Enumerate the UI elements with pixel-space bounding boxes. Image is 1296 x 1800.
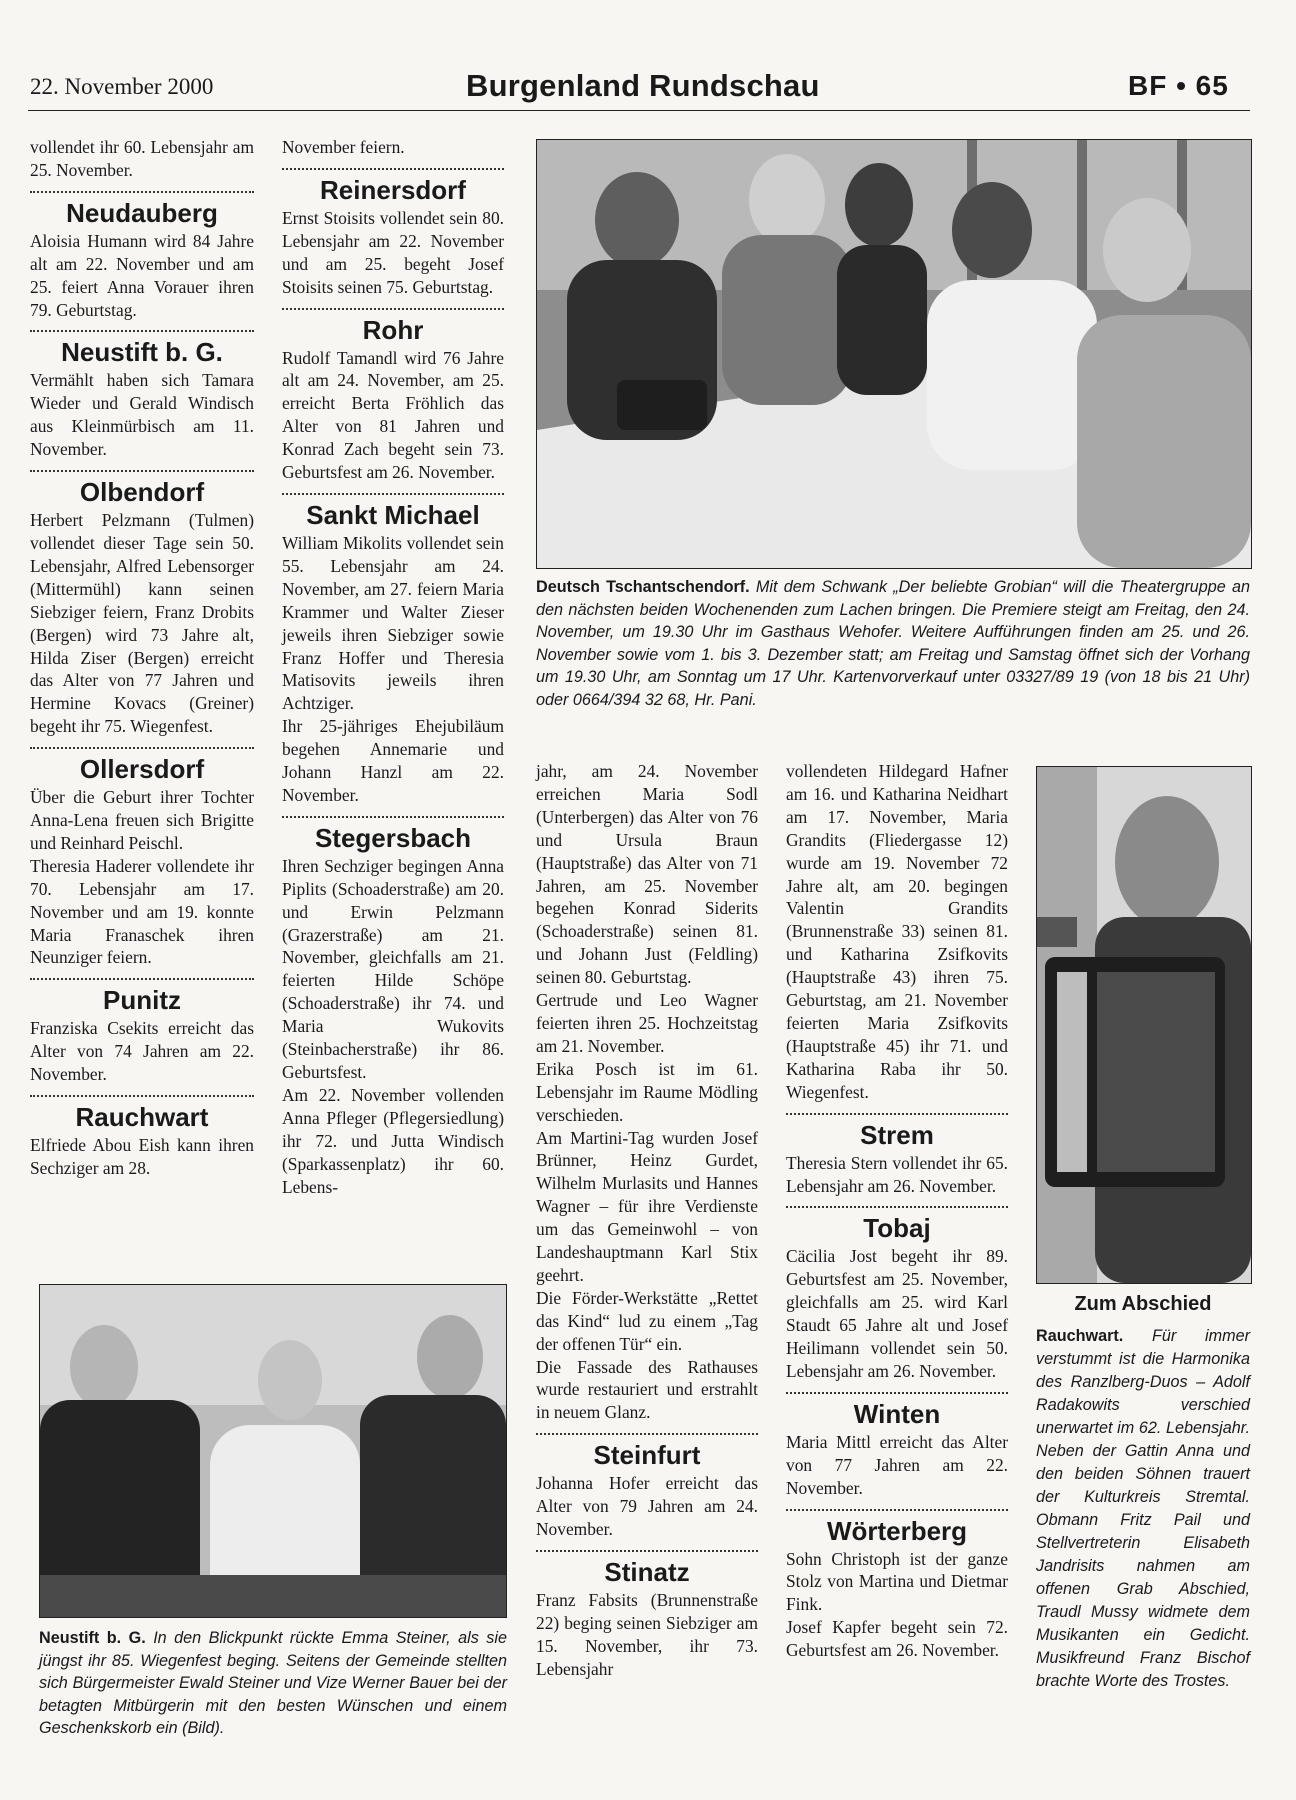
article-text: Ihr 25-jähriges Ehejubiläum begehen Annemarie und Johann Hanzl am 22. November.: [282, 716, 504, 805]
article-text: jahr, am 24. November erreichen Maria Sodl (Unterbergen) das Alter von 76 und Ursula Braun (Hauptstraße) das Alter von 71 Jahren, am 25. November begehen Konrad Siderits (Schoaderstraße) seinen 81. und Johann Just (Feldling) seinen 80. Geburtstag.: [536, 761, 758, 988]
section-heading: Neustift b. G.: [61, 337, 223, 368]
article-text: Johanna Hofer erreicht das Alter von 79 Jahren am 24. November.: [536, 1473, 758, 1540]
theatre-group-photo: [536, 139, 1252, 569]
article-text: Über die Geburt ihrer Tochter Anna-Lena freuen sich Brigitte und Reinhard Peischl.: [30, 787, 254, 853]
section-heading: Wörterberg: [826, 1515, 968, 1546]
section-heading: Ollersdorf: [79, 754, 205, 785]
dotted-divider: [786, 1509, 1008, 1511]
dotted-divider: [536, 1433, 758, 1435]
birthday-group-photo: [39, 1284, 507, 1618]
issue-date: 22. November 2000: [30, 74, 214, 99]
newspaper-title: Burgenland Rundschau: [466, 68, 820, 103]
article-text: Franz Fabsits (Brunnenstraße 22) beging seinen Siebziger am 15. November, ihr 73. Lebensjahr: [536, 1590, 758, 1679]
article-text: Elfriede Abou Eish kann ihren Sechziger am 28.: [30, 1135, 254, 1178]
article-text: Aloisia Humann wird 84 Jahre alt am 22. November und am 25. feiert Anna Vorauer ihren 79. Geburtstag.: [30, 230, 254, 320]
article-text: Ernst Stoisits vollendet sein 80. Lebensjahr am 22. November und am 25. begeht Josef Stoisits seinen 75. Geburtstag.: [282, 207, 504, 297]
dotted-divider: [786, 1113, 1008, 1115]
article-text: Die Förder-Werkstätte „Rettet das Kind“ lud zu einem „Tag der offenen Tür“ ein.: [536, 1287, 758, 1354]
caption-text: Mit dem Schwank „Der beliebte Grobian“ will die Theatergruppe an den nächsten beiden Wochenenden zum Lachen bringen. Die Premiere steigt am Freitag, den 24. November, um 19.30 Uhr im Gasthaus Wehofer. Weitere Aufführungen finden am 25. und 26. November sowie vom 1. bis 3. Dezember statt; am Freitag und Samstag öffnet sich der Vorhang um 19.30 Uhr, am Sonntag um 17 Uhr. Kartenvorverkauf unter 03327/89 19 (von 18 bis 21 Uhr) oder 0664/394 32 68, Hr. Pani.: [536, 578, 1250, 709]
article-text: Theresia Stern vollendet ihr 65. Lebensjahr am 26. November.: [786, 1152, 1008, 1196]
column-2: [282, 136, 504, 1198]
photo-caption-theatre: [536, 576, 1250, 712]
article-text: Gertrude und Leo Wagner feierten ihren 25. Hochzeitstag am 21. November.: [536, 990, 758, 1056]
article-text: Maria Mittl erreicht das Alter von 77 Jahren am 22. November.: [786, 1431, 1008, 1498]
section-heading: Stinatz: [604, 1557, 690, 1587]
dotted-divider: [786, 1206, 1008, 1208]
section-heading: Winten: [853, 1398, 941, 1429]
article-text: Cäcilia Jost begeht ihr 89. Geburtsfest am 25. November, gleichfalls am 25. wird Karl Staudt 65 Jahre alt und Josef Heilimann vollendet sein 50. Lebensjahr am 26. November.: [786, 1246, 1008, 1381]
accordion-player-photo: [1036, 766, 1252, 1284]
article-text: Am 22. November vollenden Anna Pfleger (Pflegersiedlung) ihr 72. und Jutta Windisch (Sparkassenplatz) ihr 60. Lebens-: [282, 1084, 504, 1197]
dotted-divider: [282, 816, 504, 818]
caption-place: Neustift b. G.: [39, 1629, 146, 1647]
article-text: November feiern.: [282, 137, 405, 157]
section-heading: Olbendorf: [79, 477, 205, 508]
section-heading: Steinfurt: [593, 1440, 701, 1471]
section-heading: Sankt Michael: [306, 499, 480, 530]
article-text: Erika Posch ist im 61. Lebensjahr im Raume Mödling verschieden.: [536, 1058, 758, 1125]
dotted-divider: [30, 470, 254, 472]
dotted-divider: [282, 493, 504, 495]
dotted-divider: [786, 1392, 1008, 1394]
section-heading: Stegersbach: [314, 822, 472, 853]
column-1: [30, 136, 254, 1180]
photo-caption-farewell: [1036, 1325, 1250, 1693]
header-divider: [28, 110, 1250, 111]
article-text: Am Martini-Tag wurden Josef Brünner, Heinz Gurdet, Wilhelm Murlasits und Hannes Wagner – für ihre Verdienste um das Gemeinwohl – von Landeshauptmann Karl Stix geehrt.: [536, 1127, 758, 1285]
article-text: vollendet ihr 60. Lebensjahr am 25. November.: [30, 137, 254, 180]
dotted-divider: [30, 1095, 254, 1097]
column-3: [536, 760, 758, 1681]
section-heading: Neudauberg: [66, 197, 218, 228]
section-heading: Tobaj: [863, 1213, 931, 1244]
caption-text: Für immer verstummt ist die Harmonika des Ranzlberg-Duos – Adolf Radakowits verschied unerwartet im 62. Lebensjahr. Neben der Gattin Anna und den beiden Söhnen trauert der Kulturkreis Stremtal. Obmann Fritz Pail und Stellvertreterin Elisabeth Jandrisits nahmen am offenen Grab Abschied, Traudl Mussy widmete dem Musikanten ein Gedicht. Musikfreund Franz Bischof brachte Worte des Trostes.: [1036, 1327, 1250, 1690]
caption-place: Rauchwart.: [1036, 1327, 1124, 1345]
dotted-divider: [30, 191, 254, 193]
section-heading: Rauchwart: [75, 1102, 209, 1133]
page-number: BF • 65: [1128, 70, 1229, 101]
photo-caption-birthday: [39, 1627, 507, 1740]
article-text: Sohn Christoph ist der ganze Stolz von Martina und Dietmar Fink.: [786, 1548, 1008, 1615]
column-4: [786, 760, 1008, 1662]
dotted-divider: [536, 1550, 758, 1552]
caption-text: In den Blickpunkt rückte Emma Steiner, als sie jüngst ihr 85. Wiegenfest beging. Seitens der Gemeinde stellten sich Bürgermeister Ewald Steiner und Vize Werner Bauer bei der betagten Mitbürgerin mit den besten Wünschen und einem Geschenkskorb ein (Bild).: [39, 1629, 507, 1738]
dotted-divider: [282, 168, 504, 170]
dotted-divider: [30, 978, 254, 980]
article-text: William Mikolits vollendet sein 55. Lebensjahr am 24. November, am 27. feiern Maria Krammer und Walter Zieser jeweils ihren Siebziger sowie Franz Hoffer und Theresia Matisovits jeweils ihren Achtziger.: [282, 532, 504, 714]
article-text: Vermählt haben sich Tamara Wieder und Gerald Windisch aus Kleinmürbisch am 11. November.: [30, 370, 254, 460]
section-heading: Rohr: [362, 314, 424, 345]
article-text: Theresia Haderer vollendete ihr 70. Lebensjahr am 17. November und am 19. konnte Maria Franaschek ihren Neunziger feiern.: [30, 855, 254, 968]
article-text: Rudolf Tamandl wird 76 Jahre alt am 24. November, am 25. erreicht Berta Fröhlich das Alter von 81 Jahren und Konrad Zach begeht sein 73. Geburtsfest am 26. November.: [282, 347, 504, 483]
article-text: vollendeten Hildegard Hafner am 16. und Katharina Neidhart am 17. November, Maria Grandits (Fliedergasse 12) wurde am 19. November 72 Jahre alt, am 20. begingen Valentin Grandits (Brunnenstraße 33) seinen 81. und Katharina Zsifkovits (Hauptstraße 43) ihren 75. Geburtstag, am 21. November feierten Maria Zsifkovits (Hauptstraße 45) ihr 71. und Katharina Raba ihr 50. Wiegenfest.: [786, 761, 1008, 1102]
article-text: Herbert Pelzmann (Tulmen) vollendet dieser Tage sein 50. Lebensjahr, Alfred Lebensorger (Mittermühl) kann seinen Siebziger feiern, Franz Drobits (Bergen) wird 73 Jahre alt, Hilda Ziser (Bergen) erreicht das Alter von 77 Jahren und Hermine Kovacs (Greiner) begeht ihr 75. Wiegenfest.: [30, 510, 254, 737]
dotted-divider: [30, 330, 254, 332]
article-text: Ihren Sechziger begingen Anna Piplits (Schoaderstraße) am 20. und Erwin Pelzmann (Grazerstraße) am 21. November, gleichfalls am 21. feierten Hilde Schöpe (Schoaderstraße) ihr 74. und Maria Wukovits (Steinbacherstraße) ihr 86. Geburtsfest.: [282, 855, 504, 1082]
dotted-divider: [282, 308, 504, 310]
section-heading: Punitz: [103, 985, 181, 1016]
dotted-divider: [30, 747, 254, 749]
article-text: Franziska Csekits erreicht das Alter von 74 Jahren am 22. November.: [30, 1018, 254, 1085]
article-text: Die Fassade des Rathauses wurde restauriert und erstrahlt in neuem Glanz.: [536, 1356, 758, 1423]
article-text: Josef Kapfer begeht sein 72. Geburtsfest am 26. November.: [786, 1617, 1008, 1661]
section-heading: Strem: [860, 1119, 934, 1150]
caption-place: Deutsch Tschantschendorf.: [536, 578, 750, 596]
caption-heading: Zum Abschied: [1074, 1293, 1212, 1315]
section-heading: Reinersdorf: [320, 174, 466, 205]
